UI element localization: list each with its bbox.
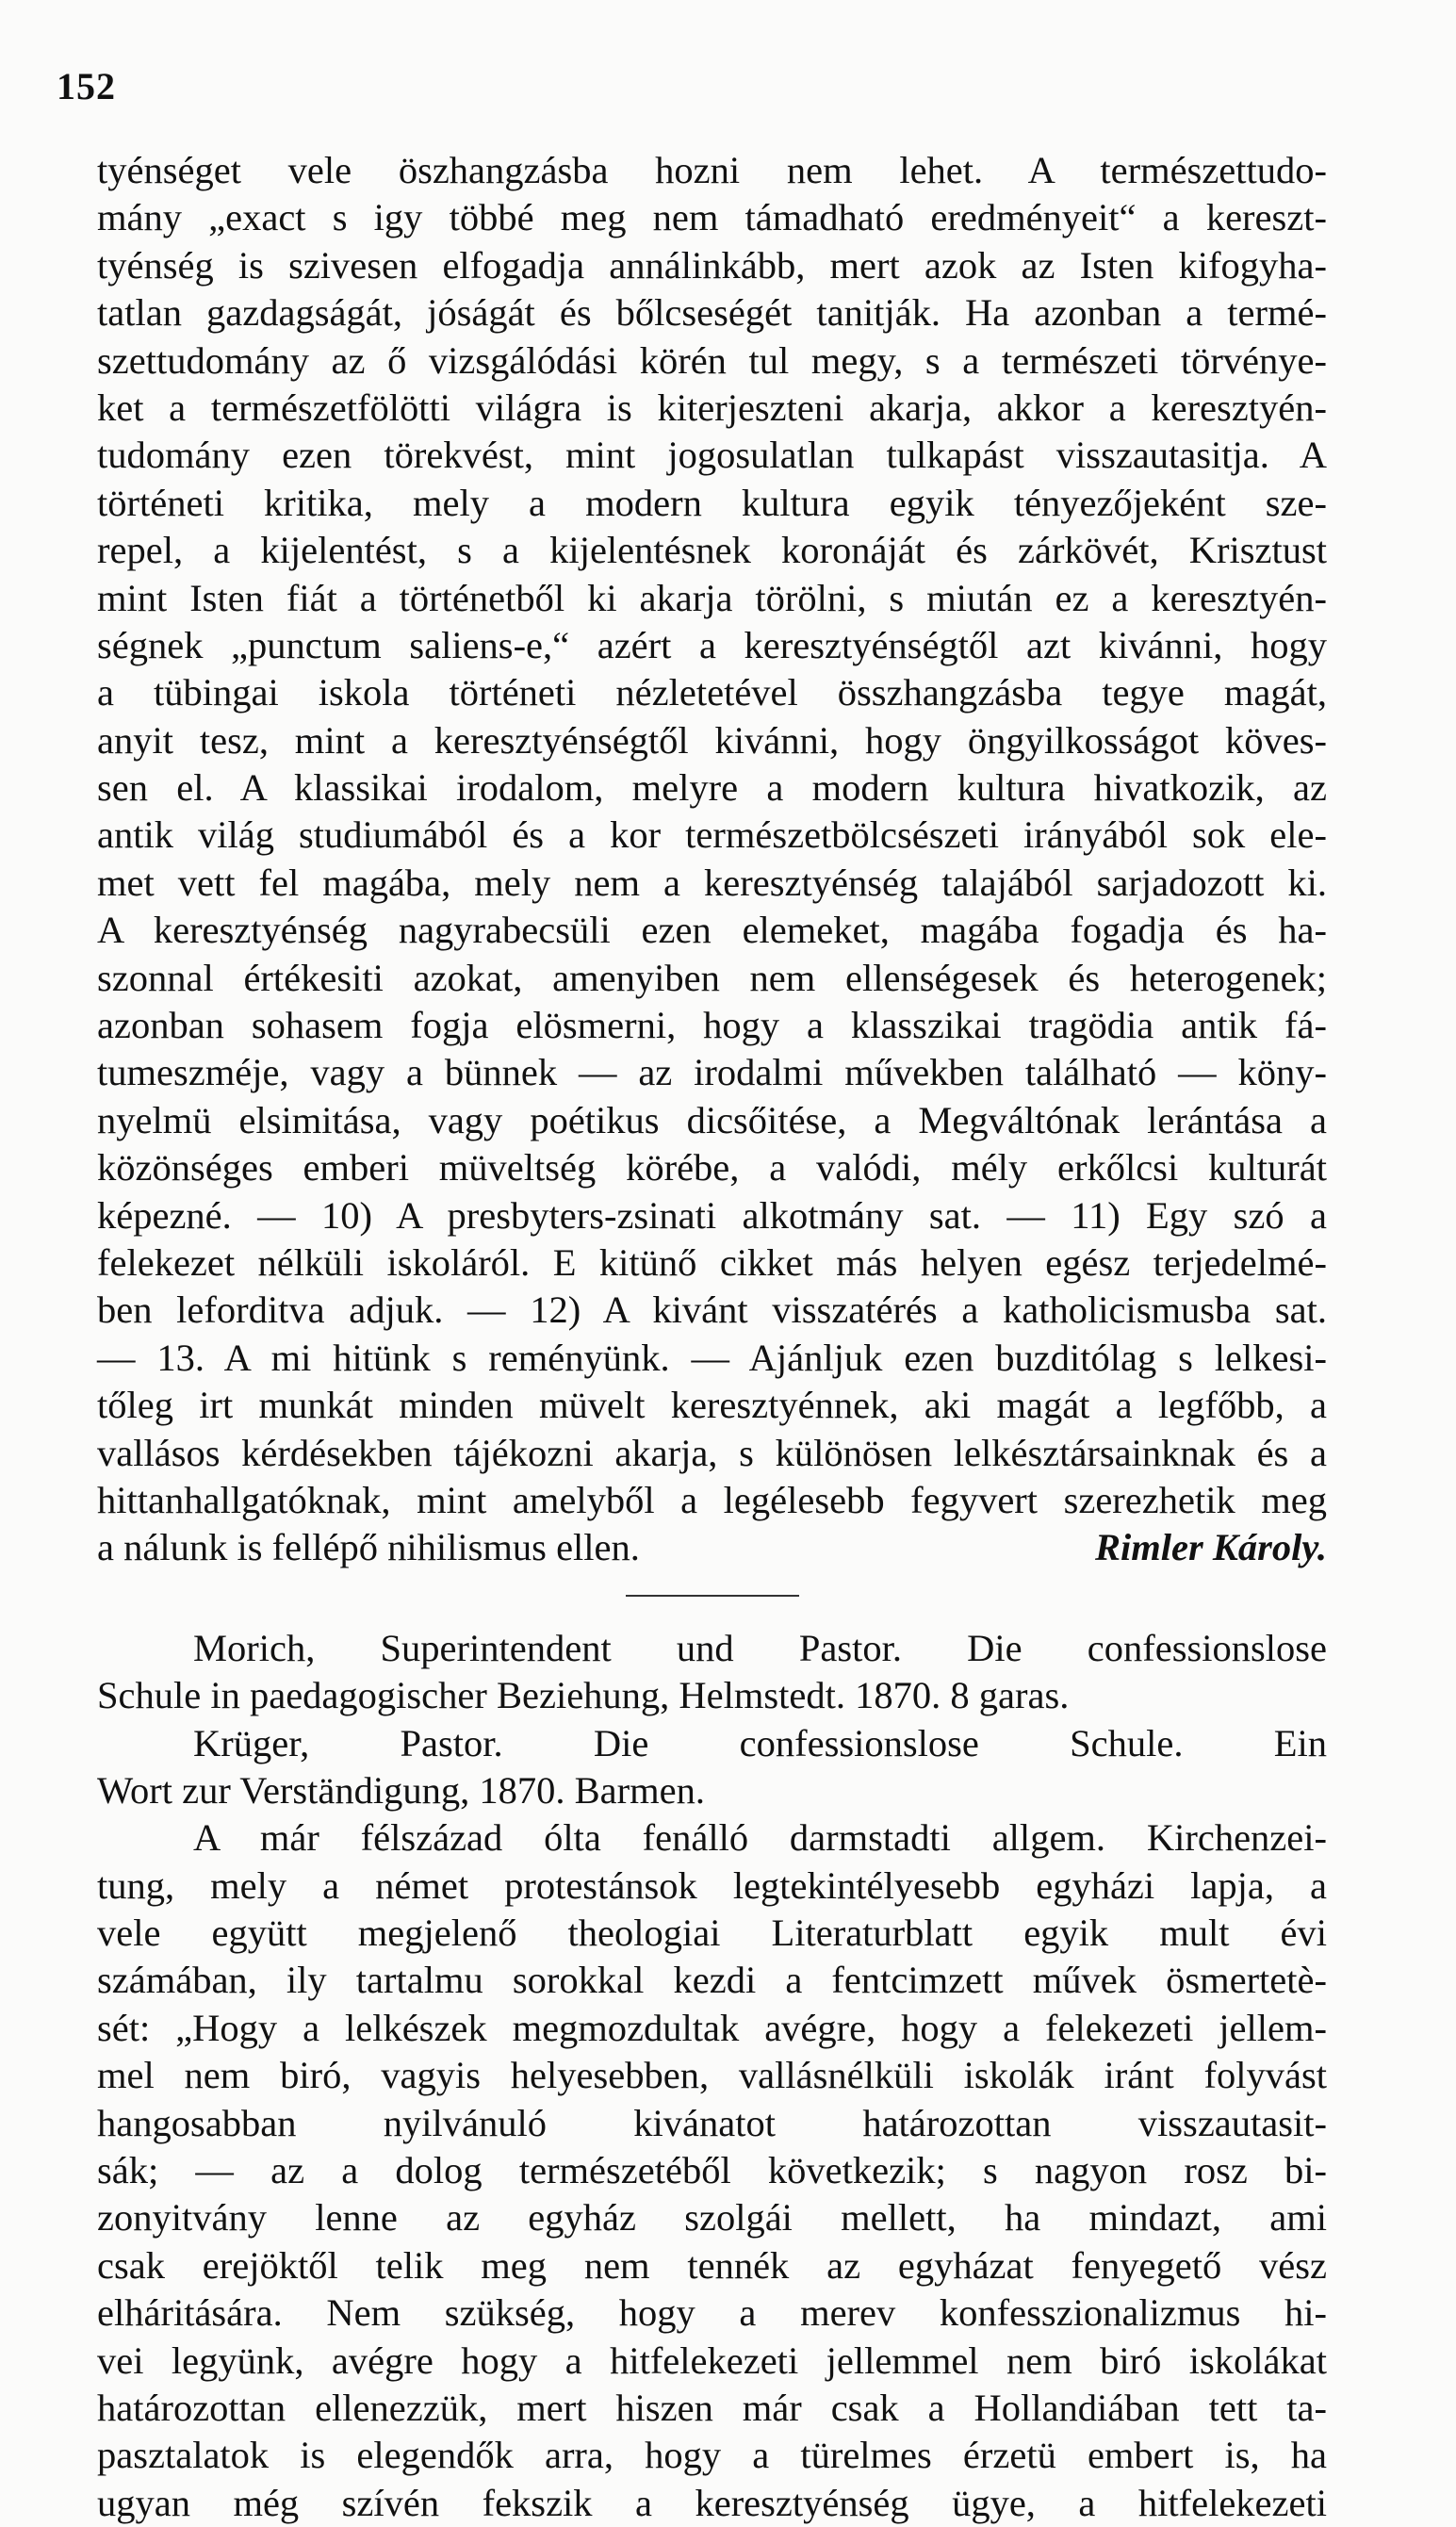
text-line: tőleg irt munkát minden müvelt keresztyénnek, aki magát a legfőbb, a [97, 1384, 1327, 1427]
text-line: ségnek „punctum saliens-e,“ azért a keresztyénségtől azt kivánni, hogy [97, 623, 1327, 666]
review-rimler [97, 147, 1327, 1572]
text-line: Schule in paedagogischer Beziehung, Helmstedt. 1870. 8 garas. [97, 1674, 1070, 1717]
text-line: vei legyünk, avégre hogy a hitfelekezeti jellemmel nem biró iskolákat [97, 2338, 1327, 2382]
section-divider [626, 1595, 799, 1597]
text-line: pasztalatok is elegendők arra, hogy a türelmes érzetü embert is, ha [97, 2434, 1327, 2477]
text-line: tumeszméje, vagy a bünnek — az irodalmi művekben található — köny- [97, 1051, 1327, 1094]
text-line: elháritására. Nem szükség, hogy a merev konfesszionalizmus hi- [97, 2291, 1327, 2335]
text-line: szettudomány az ő vizsgálódási körén tul megy, s a természeti törvénye- [97, 338, 1327, 382]
text-line: A keresztyénség nagyrabecsüli ezen elemeket, magába fogadja és ha- [97, 909, 1327, 952]
text-line: számában, ily tartalmu sorokkal kezdi a fentcimzett művek ösmertetè- [97, 1959, 1327, 2002]
text-line: csak erejöktől telik meg nem tennék az egyházat fenyegető vész [97, 2243, 1327, 2287]
text-line: tatlan gazdagságát, jóságát és bőlcseségét tanitják. Ha azonban a termé- [97, 291, 1327, 335]
text-line: hittanhallgatóknak, mint amelyből a legélesebb fegyvert szerezhetik meg [97, 1478, 1327, 1521]
text-line: repel, a kijelentést, s a kijelentésnek koronáját és zárkövét, Krisztust [97, 529, 1327, 572]
text-line: tyénség is szivesen elfogadja annálinkább, mert azok az Isten kifogyha- [97, 243, 1327, 287]
text-line: képezné. — 10) A presbyters-zsinati alkotmány sat. — 11) Egy szó a [97, 1193, 1327, 1237]
text-line: mány „exact s igy többé meg nem támadható eredményeit“ a kereszt- [97, 196, 1327, 239]
text-line: határozottan ellenezzük, mert hiszen már csak a Hollandiában tett ta- [97, 2386, 1327, 2429]
text-line: met vett fel magába, mely nem a keresztyénség talajából sarjadozott ki. [97, 861, 1327, 904]
text-line: zonyitvány lenne az egyház szolgái mellett, ha mindazt, ami [97, 2196, 1327, 2240]
text-line: mint Isten fiát a történetből ki akarja törölni, s miután ez a keresztyén- [97, 576, 1327, 619]
text-line: Morich, Superintendent und Pastor. Die confessionslose [193, 1626, 1327, 1669]
text-line: sák; — az a dolog természetéből következik; s nagyon rosz bi- [97, 2149, 1327, 2192]
text-line: azonban sohasem fogja elösmerni, hogy a klasszikai tragödia antik fá- [97, 1004, 1327, 1047]
text-line: szonnal értékesiti azokat, amenyiben nem ellenségesek és heterogenek; [97, 956, 1327, 999]
text-line: nyelmü elsimitása, vagy poétikus dicsőitése, a Megváltónak lerántása a [97, 1098, 1327, 1141]
text-line: mel nem biró, vagyis helyesebben, vallásnélküli iskolák iránt folyvást [97, 2054, 1327, 2097]
text-line: felekezet nélküli iskoláról. E kitünő cikket más helyen egész terjedelmé- [97, 1240, 1327, 1284]
text-line: — 13. A mi hitünk s reményünk. — Ajánljuk ezen buzditólag s lelkesi- [97, 1336, 1327, 1379]
review-confessionslose-schule [97, 1625, 1327, 2527]
text-line: sét: „Hogy a lelkészek megmozdultak avégre, hogy a felekezeti jellem- [97, 2006, 1327, 2049]
text-line: Wort zur Verständigung, 1870. Barmen. [97, 1768, 705, 1812]
text-line: A már félszázad ólta fenálló darmstadti allgem. Kirchenzei- [193, 1816, 1327, 1860]
text-line: antik világ studiumából és a kor természetbölcsészeti irányából sok ele- [97, 813, 1327, 857]
text-line: ugyan még szívén fekszik a keresztyénség ügye, a hitfelekezeti [97, 2481, 1327, 2524]
text-line: tyénséget vele öszhangzásba hozni nem lehet. A természettudo- [97, 149, 1327, 191]
signature: Rimler Károly. [1094, 1526, 1327, 1569]
text-line: tung, mely a német protestánsok legtekintélyesebb egyházi lapja, a [97, 1863, 1327, 1907]
text-line: anyit tesz, mint a keresztyénségtől kivánni, hogy öngyilkosságot köves- [97, 718, 1327, 762]
text-line: hangosabban nyilvánuló kivánatot határozottan visszautasit- [97, 2101, 1327, 2144]
text-line: tudomány ezen törekvést, mint jogosulatlan tulkapást visszautasitja. A [97, 434, 1327, 477]
text-line: közönséges emberi müveltség körébe, a valódi, mély erkőlcsi kulturát [97, 1146, 1327, 1190]
text-line: a tübingai iskola történeti nézletetével összhangzásba tegye magát, [97, 671, 1327, 714]
text-line: vallásos kérdésekben tájékozni akarja, s különösen lelkésztársainknak és a [97, 1431, 1327, 1474]
page-number: 152 [57, 65, 116, 107]
text-line-last [97, 1524, 1327, 1571]
last-line-text: a nálunk is fellépő nihilismus ellen. [97, 1526, 640, 1569]
text-line: sen el. A klassikai irodalom, melyre a modern kultura hivatkozik, az [97, 766, 1327, 810]
text-line: ben leforditva adjuk. — 12) A kivánt visszatérés a katholicismusba sat. [97, 1288, 1327, 1332]
text-line: vele együtt megjelenő theologiai Literaturblatt egyik mult évi [97, 1912, 1327, 1955]
body-text [97, 147, 1327, 2527]
text-line: ket a természetfölötti világra is kiterjeszteni akarja, akkor a keresztyén- [97, 386, 1327, 429]
text-line: történeti kritika, mely a modern kultura egyik tényezőjeként sze- [97, 481, 1327, 524]
text-line: Krüger, Pastor. Die confessionslose Schule. Ein [193, 1721, 1327, 1764]
